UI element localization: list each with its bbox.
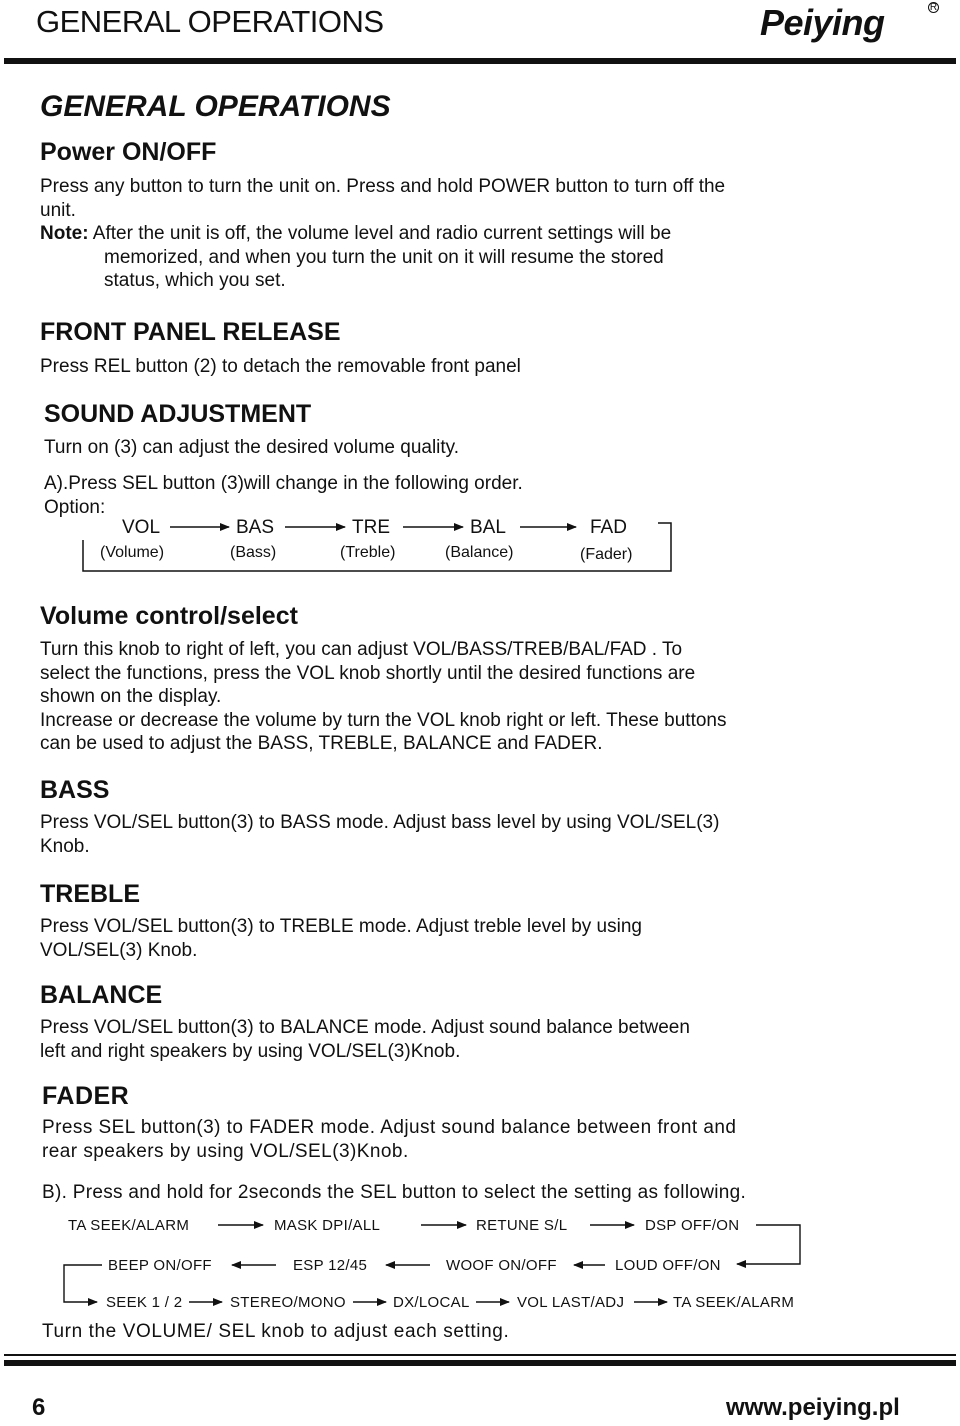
balance-line-1: Press VOL/SEL button(3) to BALANCE mode. Adjust sound balance between (40, 1017, 690, 1038)
note-line-2: memorized, and when you turn the unit on it will resume the stored (104, 246, 664, 268)
setting-dx-local: DX/LOCAL (393, 1294, 470, 1311)
registered-mark: R (929, 2, 938, 13)
brand-logo: Peiying (760, 2, 885, 43)
power-line-2: unit. (40, 199, 76, 221)
bass-line-2: Knob. (40, 835, 90, 857)
footer-rule-thin (4, 1354, 956, 1356)
bass-heading: BASS (40, 776, 110, 804)
bracket-right (737, 1225, 800, 1264)
power-heading: Power ON/OFF (40, 138, 217, 166)
bracket-left (64, 1265, 102, 1302)
setting-vol-last: VOL LAST/ADJ (517, 1294, 625, 1311)
sound-line-1: Turn on (3) can adjust the desired volume quality. (44, 437, 460, 458)
front-panel-text: Press REL button (2) to detach the removable front panel (40, 356, 521, 377)
option-vol-name: (Volume) (100, 544, 165, 561)
setting-dsp: DSP OFF/ON (645, 1217, 740, 1234)
treble-line-2: VOL/SEL(3) Knob. (40, 939, 198, 961)
setting-beep: BEEP ON/OFF (108, 1257, 212, 1274)
option-bas: BAS (236, 517, 275, 538)
footer-rule-thick (4, 1360, 956, 1366)
fader-footer: Turn the VOLUME/ SEL knob to adjust each setting. (42, 1321, 510, 1342)
page-title: GENERAL OPERATIONS (40, 90, 391, 123)
fader-line-1: Press SEL button(3) to FADER mode. Adjust sound balance between front and (42, 1117, 737, 1138)
setting-mask: MASK DPI/ALL (274, 1217, 381, 1234)
balance-heading: BALANCE (40, 981, 163, 1009)
volume-line-1: Turn this knob to right of left, you can adjust VOL/BASS/TREB/BAL/FAD . To (40, 639, 683, 660)
website-link[interactable]: www.peiying.pl (726, 1394, 900, 1421)
treble-line-1: Press VOL/SEL button(3) to TREBLE mode. Adjust treble level by using (40, 916, 642, 937)
note-line-1: After the unit is off, the volume level and radio current settings will be (92, 223, 672, 244)
volume-line-2: select the functions, press the VOL knob shortly until the desired functions are (40, 662, 696, 684)
volume-line-3: shown on the display. (40, 686, 222, 707)
option-fad: FAD (590, 517, 627, 538)
page-number: 6 (32, 1394, 46, 1421)
setting-retune: RETUNE S/L (476, 1217, 568, 1234)
option-loop (83, 523, 671, 571)
option-tre-name: (Treble) (340, 544, 396, 561)
bass-line-1: Press VOL/SEL button(3) to BASS mode. Adjust bass level by using VOL/SEL(3) (40, 812, 720, 833)
option-tre: TRE (352, 517, 390, 538)
note-label: Note: (40, 223, 89, 244)
setting-stereo-mono: STEREO/MONO (230, 1294, 346, 1311)
setting-woof: WOOF ON/OFF (446, 1257, 557, 1274)
sound-heading: SOUND ADJUSTMENT (44, 400, 312, 428)
setting-seek: SEEK 1 / 2 (106, 1294, 183, 1311)
option-label: Option: (44, 497, 106, 518)
option-fad-name: (Fader) (580, 546, 633, 563)
treble-heading: TREBLE (40, 880, 140, 908)
setting-loud: LOUD OFF/ON (615, 1257, 721, 1274)
fader-line-3: B). Press and hold for 2seconds the SEL button to select the setting as following. (42, 1182, 747, 1203)
setting-ta-seek-alarm-end: TA SEEK/ALARM (673, 1294, 795, 1311)
volume-line-4: Increase or decrease the volume by turn the VOL knob right or left. These buttons (40, 709, 727, 731)
sound-line-2: A).Press SEL button (3)will change in the following order. (44, 473, 523, 494)
option-vol: VOL (122, 517, 161, 538)
volume-heading: Volume control/select (40, 602, 298, 630)
fader-line-2: rear speakers by using VOL/SEL(3)Knob. (42, 1140, 409, 1162)
option-bal: BAL (470, 517, 506, 538)
note-line-3: status, which you set. (104, 270, 286, 291)
power-line-1: Press any button to turn the unit on. Press and hold POWER button to turn off the (40, 176, 726, 197)
volume-line-5: can be used to adjust the BASS, TREBLE, BALANCE and FADER. (40, 733, 603, 754)
option-bas-name: (Bass) (230, 544, 277, 561)
balance-line-2: left and right speakers by using VOL/SEL(3)Knob. (40, 1040, 461, 1062)
front-panel-heading: FRONT PANEL RELEASE (40, 318, 341, 346)
header-title: GENERAL OPERATIONS (36, 4, 384, 39)
option-bal-name: (Balance) (445, 544, 514, 561)
setting-esp: ESP 12/45 (293, 1257, 368, 1274)
setting-ta-seek-alarm: TA SEEK/ALARM (68, 1217, 190, 1234)
fader-heading: FADER (42, 1082, 130, 1110)
